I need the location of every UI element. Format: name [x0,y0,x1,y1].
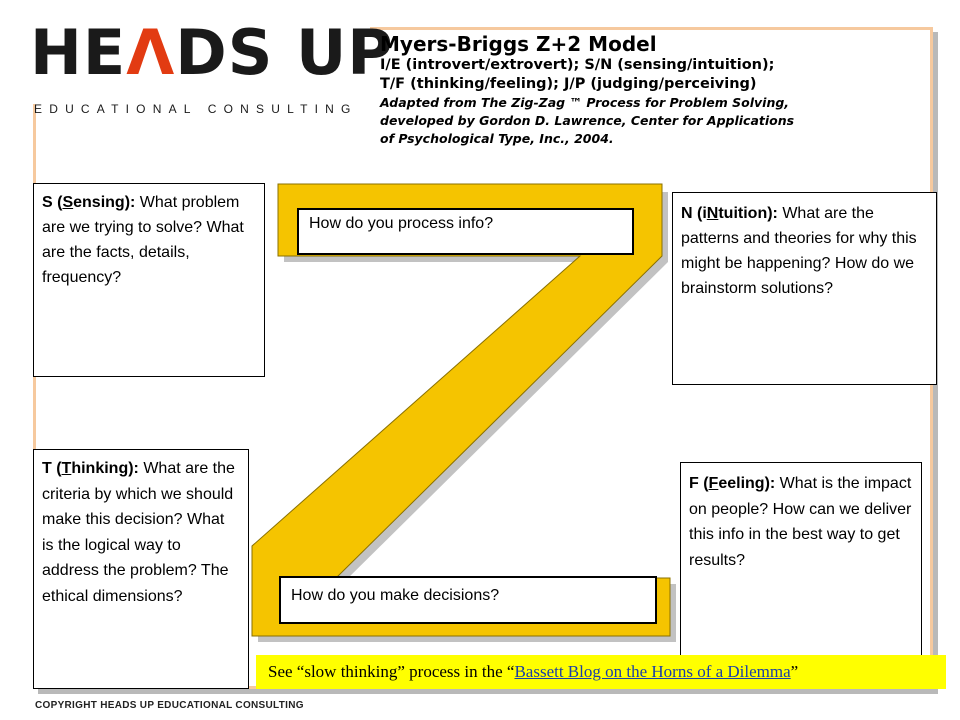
feeling-text: What is the impact on people? How can we deliver this info in the best way to get results? [689,475,912,569]
banner-prefix: See “slow thinking” process in the “ [268,662,515,681]
copyright: COPYRIGHT HEADS UP EDUCATIONAL CONSULTING [35,700,304,711]
logo-part2: DS UP [175,16,394,89]
feeling-label: F (Feeling): [689,475,776,492]
sensing-text: What problem are we trying to solve? What are the facts, details, frequency? [42,194,244,286]
thinking-label: T (Thinking): [42,460,139,477]
header-line-2: T/F (thinking/feeling); J/P (judging/perceiving) [380,76,757,92]
header-line-1: I/E (introvert/extrovert); S/N (sensing/intuition); [380,57,775,73]
header-citation-1: Adapted from The Zig-Zag ™ Process for Problem Solving, [380,95,790,110]
logo-wordmark [30,18,394,88]
sensing-label: S (Sensing): [42,194,136,211]
header [380,32,940,148]
blog-banner [256,655,946,689]
blog-link[interactable]: Bassett Blog on the Horns of a Dilemma [514,662,791,681]
logo-subtitle: EDUCATIONAL CONSULTING [34,102,358,116]
question-make-decisions [279,576,657,624]
logo [30,16,394,116]
question-make-decisions-text: How do you make decisions? [291,587,500,604]
header-citation-3: of Psychological Type, Inc., 2004. [380,131,614,146]
intuition-text: What are the patterns and theories for why this might be happening? How do we brainstorm solutions? [681,205,917,297]
sensing-box [33,183,265,377]
intuition-box [672,192,937,385]
logo-accent: Λ [126,16,176,89]
intuition-label: N (iNtuition): [681,205,778,222]
logo-part1: HE [30,16,127,89]
thinking-box [33,449,249,689]
banner-suffix: ” [790,662,799,681]
thinking-text: What are the criteria by which we should make this decision? What is the logical way to address the problem? The ethical dimensions? [42,460,235,605]
page-title: Myers-Briggs Z+2 Model [380,32,657,56]
question-process-info-text: How do you process info? [309,215,494,232]
header-citation-2: developed by Gordon D. Lawrence, Center for Applications [380,113,795,128]
feeling-box [680,462,922,658]
question-process-info [297,208,634,255]
